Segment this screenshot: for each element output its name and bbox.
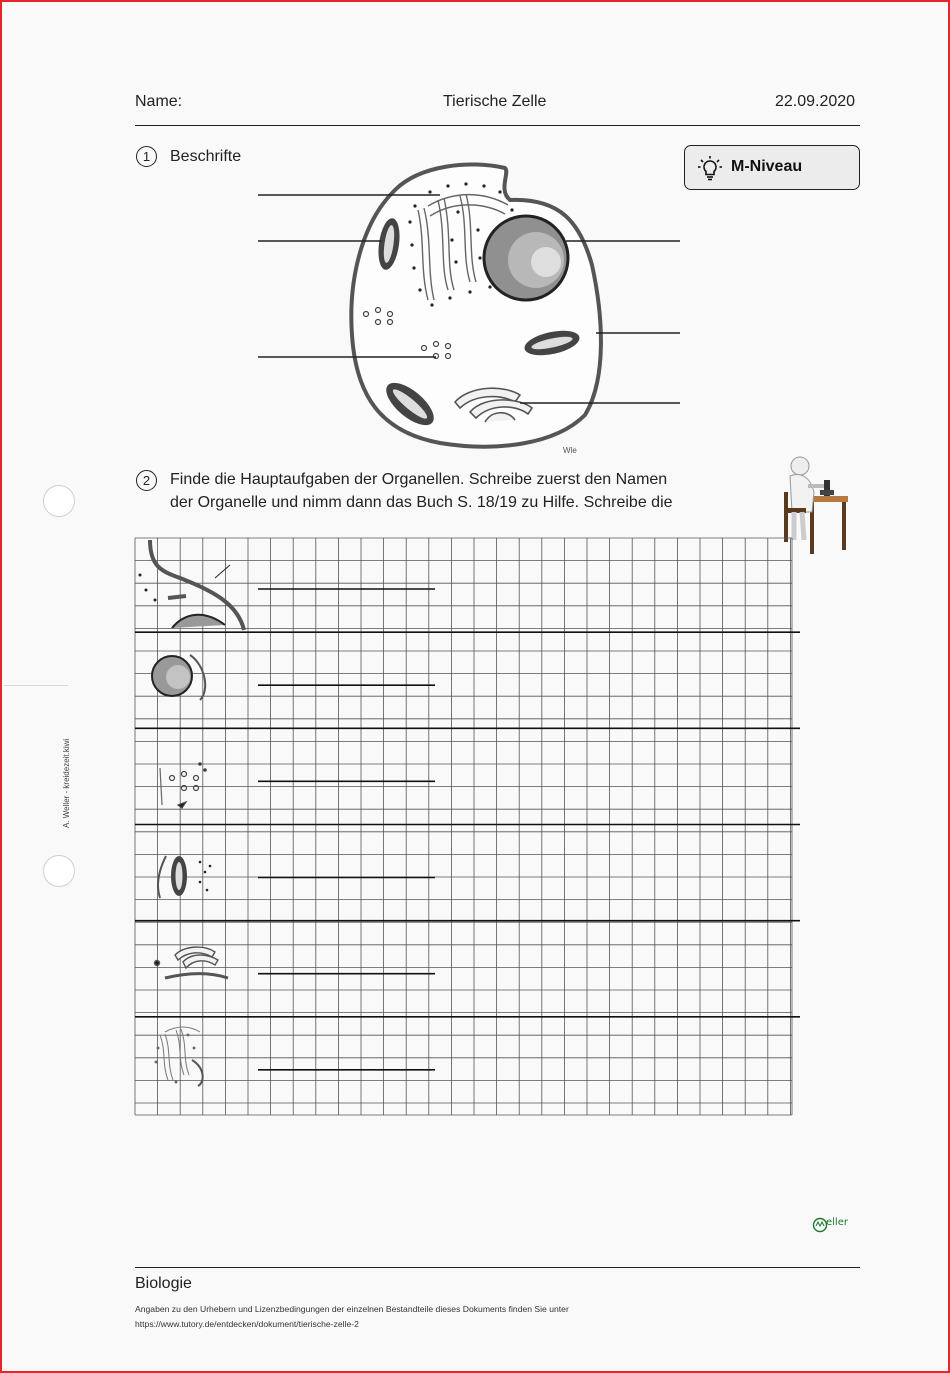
weller-logo [812, 1216, 856, 1234]
logo-text: eller [826, 1217, 848, 1228]
fold-mark [4, 685, 68, 686]
level-label: M-Niveau [731, 158, 803, 175]
task1-instruction: Beschrifte [170, 148, 242, 165]
mitochondrion-thumbnail [158, 856, 211, 898]
cell-membrane-thumbnail [139, 540, 245, 630]
task2-line1: Finde die Hauptaufgaben der Organellen. Schreibe zuerst den Namen [170, 471, 668, 488]
footer-subject: Biologie [135, 1275, 192, 1292]
punch-hole-top [43, 485, 75, 517]
task2-line2: der Organelle und nimm dann das Buch S. 18/19 zu Hilfe. Schreibe die [170, 494, 673, 511]
footer-divider [135, 1267, 860, 1268]
artist-signature: Wle [563, 446, 577, 455]
task1-number: 1 [136, 146, 157, 167]
footer-license-text: Angaben zu den Urhebern und Lizenzbedingungen der einzelnen Bestandteile dieses Dokuments finden Sie unter [135, 1304, 569, 1314]
side-credit: A. Weller - kreidezeit.kiwi [62, 738, 71, 828]
footer-license-url[interactable]: https://www.tutory.de/entdecken/dokument/tierische-zelle-2 [135, 1319, 359, 1329]
page-title: Tierische Zelle [443, 93, 547, 110]
date: 22.09.2020 [775, 93, 856, 110]
nucleus-thumbnail [152, 655, 205, 700]
name-label: Name: [135, 93, 183, 110]
ribosomes-thumbnail [160, 763, 206, 808]
er-thumbnail [155, 1027, 203, 1086]
task2-number: 2 [136, 470, 157, 491]
punch-hole-bottom [43, 855, 75, 887]
golgi-thumbnail [155, 947, 229, 978]
